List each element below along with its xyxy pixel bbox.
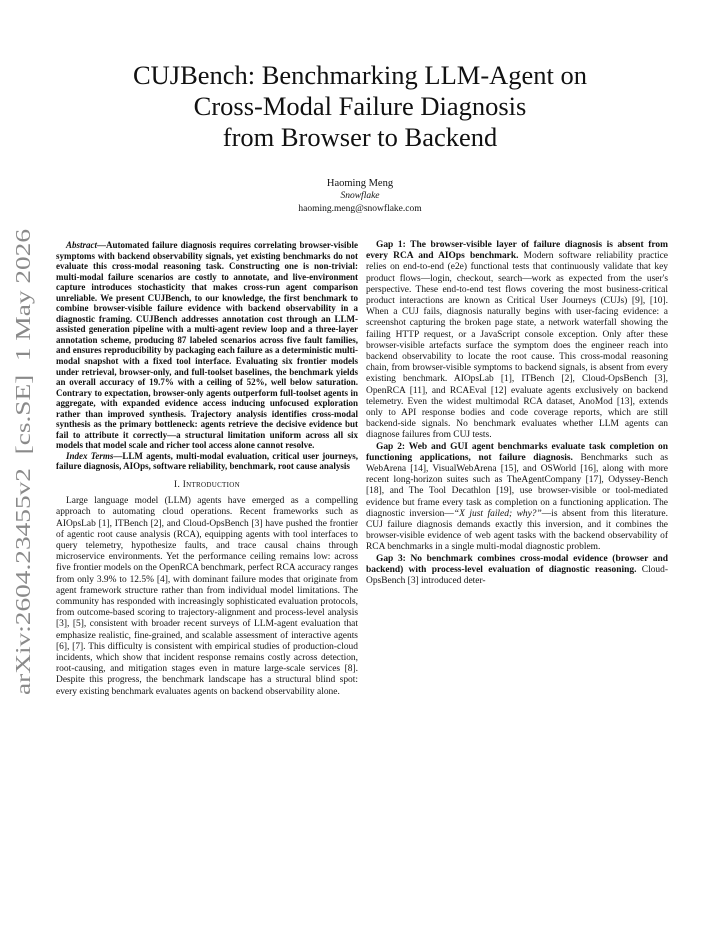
gap2-body-a: Benchmarks such as WebArena [14], VisualWebArena [15], and OSWorld [16], along with more recent long-horizon suites such as TheAgentCompany [17], Odyssey-Bench [18], and The Tool Decathlon [19], use browser-visible or tool-mediated evidence but frame every task as completion on a functioning application. The diagnostic inversion— — [366, 452, 668, 519]
gap1-lead: Gap 1: The browser-visible layer of failure diagnosis is absent from every RCA and AIOps benchmark. — [366, 240, 668, 262]
title-line-2: Cross-Modal Failure Diagnosis — [193, 91, 527, 121]
author-block — [60, 177, 660, 216]
gap2-quote: “X just failed; why?” — [453, 508, 542, 519]
gap1-paragraph — [366, 240, 668, 442]
gap2-lead: Gap 2: Web and GUI agent benchmarks evaluate task completion on functioning applications, not failure diagnosis. — [366, 441, 668, 463]
gap3-body: Cloud-OpsBench [3] introduced deter- — [366, 564, 668, 587]
gap2-paragraph — [366, 442, 668, 554]
title-line-3: from Browser to Backend — [222, 122, 498, 152]
paper-title — [60, 60, 660, 153]
title-line-1: CUJBench: Benchmarking LLM-Agent on — [132, 60, 588, 90]
author-email: haoming.meng@snowflake.com — [298, 204, 422, 214]
section-heading-introduction — [56, 480, 358, 491]
abstract-body: —Automated failure diagnosis requires correlating browser-visible symptoms with backend observability signals, yet existing benchmarks do not evaluate this cross-modal reasoning task. Constructing one is non-trivial: multi-modal failure scenarios are costly to annotate, and live-environment capture introduces stochasticity that makes cross-run agent comparison unreliable. We present CUJBench, to our knowledge, the first benchmark to combine browser-visible failure evidence with backend observability in a diagnostic framing. CUJBench addresses annotation cost through an LLM-assisted generation pipeline with a multi-agent review loop and a three-layer annotation scheme, producing 87 labeled scenarios across five fault families, and ensures reproducibility by packaging each failure as a deterministic multi-modal snapshot with a fixed tool interface. Evaluating six frontier models under retrieval, browser-only, and full-toolset baselines, the benchmark yields an overall accuracy of 19.7% with a ceiling of 52%, well below saturation. Contrary to expectation, browser-only agents outperform full-toolset agents in aggregate, with expanded evidence access inducing unfocused exploration rather than improved synthesis. Trajectory analysis identifies cross-modal synthesis as the primary bottleneck: agents retrieve the decisive evidence but fail to attribute it correctly—a structural limitation uniform across all six models that model scale and richer tool access alone cannot resolve. — [56, 240, 358, 451]
gap3-paragraph — [366, 554, 668, 588]
gap3-lead: Gap 3: No benchmark combines cross-modal evidence (browser and backend) with process-level evaluation of diagnostic reasoning. — [366, 553, 668, 575]
author-name: Haoming Meng — [326, 178, 394, 189]
gap2-body-b: —is absent from this literature. CUJ failure diagnosis demands exactly this inversion, and it combines the browser-visible evidence of web agent tasks with the backend observability of RCA benchmarks in a single multi-modal diagnostic problem. — [366, 508, 668, 553]
index-terms-lead: Index Terms — [66, 450, 114, 461]
gap1-body: Modern software reliability practice relies on end-to-end (e2e) functional tests that continuously validate that key product flows—login, checkout, search—work as expected from the user's perspective. These end-to-end test flows covering the most business-critical product interactions are known as Critical User Journeys (CUJs) [9], [10]. When a CUJ fails, diagnosis naturally begins with user-facing evidence: a screenshot capturing the broken page state, a network waterfall showing the failing HTTP request, or a JavaScript console exception. Only after these browser-visible artefacts surface the symptom does the engineer reach into backend observability to locate the root cause. This cross-modal reasoning chain, from browser-visible symptoms to backend signals, is absent from every existing benchmark. AIOpsLab [1], ITBench [2], Cloud-OpsBench [3], OpenRCA [11], and RCAEval [12] evaluate agents exclusively on backend telemetry. Even the widest multimodal RCA dataset, AnoMod [13], extends only to API response bodies and code coverage reports, which are still backend-side signals. No benchmark evaluates whether LLM agents can diagnose failures from CUJ tests. — [366, 251, 668, 441]
abstract-lead: Abstract — [66, 240, 98, 250]
intro-paragraph: Large language model (LLM) agents have emerged as a compelling approach to automating cloud operations. Recent frameworks such as AIOpsLab [1], ITBench [2], and Cloud-OpsBench [3] have pushed the frontier of agentic root cause analysis (RCA), equipping agents with tool interfaces to query telemetry, hypothesize faults, and trace causal chains through microservice environments. Yet the performance ceiling remains low: across five frontier models on the OpenRCA benchmark, perfect RCA accuracy ranges from only 3.9% to 12.5% [4], with dominant failure modes that originate from agent framework structure rather than from individual model limitations. The community has responded with increasingly sophisticated evaluation protocols, from outcome-based scoring to trajectory-alignment and process-level analysis [3], [5], consistent with broader recent surveys of LLM-agent evaluation that emphasize realistic, fine-grained, and scalable assessment of interactive agents [6], [7]. This difficulty is consistent with empirical studies of production-cloud incidents, which show that incident response remains costly across detection, root-causing, and mitigation stages even in mature large-scale services [8]. Despite this progress, the benchmark landscape has a structural blind spot: every existing benchmark evaluates agents on backend observability alone. — [56, 496, 358, 697]
section-label: Introduction — [182, 480, 240, 491]
arxiv-identifier: arXiv:2604.23455v2 [cs.SE] 1 May 2026 — [11, 328, 35, 695]
index-terms-body: —LLM agents, multi-modal evaluation, critical user journeys, failure diagnosis, AIOps, software reliability, benchmark, root cause analysis — [56, 450, 358, 472]
right-column — [366, 240, 668, 587]
left-column — [56, 240, 358, 698]
section-numeral: I. — [174, 480, 183, 491]
index-terms — [56, 451, 358, 472]
arxiv-watermark — [6, 225, 38, 705]
author-affiliation: Snowflake — [340, 191, 380, 201]
abstract — [56, 240, 358, 451]
